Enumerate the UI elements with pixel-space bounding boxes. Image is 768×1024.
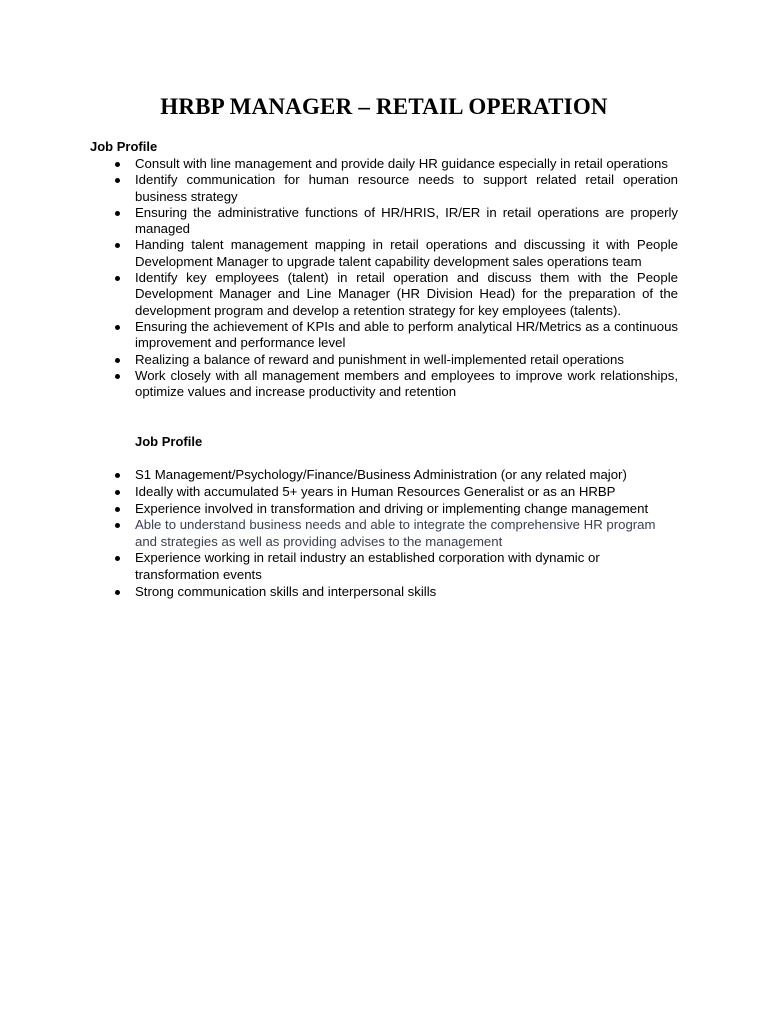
section-heading-job-profile: Job Profile — [90, 139, 158, 154]
bullet-icon — [115, 490, 120, 495]
bullet-icon — [115, 473, 120, 478]
list-item — [0, 584, 678, 600]
list-item-text: Strong communication skills and interpersonal skills — [135, 583, 437, 599]
responsibilities-list — [0, 156, 678, 400]
list-item — [0, 319, 678, 352]
list-item-text: Realizing a balance of reward and punishment in well-implemented retail operations — [135, 351, 624, 367]
list-item-text: Consult with line management and provide daily HR guidance especially in retail operations — [135, 156, 668, 171]
list-item — [0, 237, 678, 270]
list-item-text: Ensuring the administrative functions of HR/HRIS, IR/ER in retail operations are properly managed — [135, 204, 678, 237]
list-item-text: Handing talent management mapping in retail operations and discussing it with People Development Manager to upgrade talent capability development sales operations team — [135, 237, 678, 269]
list-item — [0, 205, 678, 238]
list-item — [0, 467, 678, 483]
requirements-list — [0, 467, 678, 600]
bullet-icon — [115, 162, 120, 167]
bullet-icon — [115, 325, 120, 330]
list-item-text: Work closely with all management members and employees to improve work relationships, optimize values and increase productivity and retention — [135, 367, 678, 400]
list-item-text: Experience involved in transformation and driving or implementing change management — [135, 500, 649, 516]
list-item — [0, 501, 678, 517]
list-item — [0, 270, 678, 319]
list-item — [0, 352, 678, 368]
bullet-icon — [115, 556, 120, 561]
bullet-icon — [115, 276, 120, 281]
list-item-text: Identify key employees (talent) in retail operation and discuss them with the People Development Manager and Line Manager (HR Division Head) for the preparation of the development program and develop a retention strategy for key employees (talents). — [135, 270, 678, 318]
bullet-icon — [115, 523, 120, 528]
list-item — [0, 484, 678, 500]
section-heading-job-profile-requirements: Job Profile — [135, 434, 203, 449]
list-item-text: Experience working in retail industry an established corporation with dynamic or transformation events — [135, 550, 600, 582]
bullet-icon — [115, 590, 120, 595]
list-item-text: Ideally with accumulated 5+ years in Human Resources Generalist or as an HRBP — [135, 483, 616, 499]
bullet-icon — [115, 374, 120, 379]
list-item — [0, 172, 678, 205]
list-item — [0, 550, 678, 583]
bullet-icon — [115, 507, 120, 512]
document-title: HRBP MANAGER – RETAIL OPERATION — [160, 94, 608, 119]
list-item — [0, 156, 678, 172]
list-item-text: S1 Management/Psychology/Finance/Business Administration (or any related major) — [135, 467, 627, 482]
list-item — [0, 517, 678, 550]
bullet-icon — [115, 243, 120, 248]
list-item-text: Ensuring the achievement of KPIs and able to perform analytical HR/Metrics as a continuous improvement and performance level — [135, 318, 678, 351]
bullet-icon — [115, 178, 120, 183]
list-item — [0, 368, 678, 401]
bullet-icon — [115, 358, 120, 363]
bullet-icon — [115, 211, 120, 216]
list-item-text: Able to understand business needs and able to integrate the comprehensive HR program and strategies as well as providing advises to the management — [135, 517, 656, 549]
list-item-text: Identify communication for human resource needs to support related retail operation business strategy — [135, 172, 678, 204]
